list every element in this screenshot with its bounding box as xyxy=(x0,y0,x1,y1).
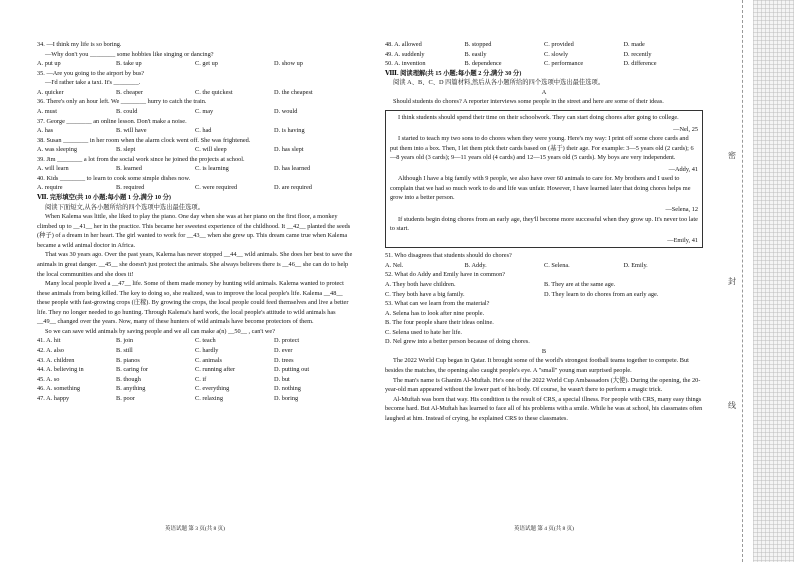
left-column xyxy=(37,40,353,403)
option[interactable]: D. is having xyxy=(274,127,305,135)
option[interactable]: B. though xyxy=(116,375,141,383)
option[interactable]: 50. A. invention xyxy=(385,60,426,68)
option[interactable]: B. slept xyxy=(116,146,136,154)
question-37: 37. George ________ an online lesson. Don't make a noise. A. has B. will have C. had D. is having xyxy=(37,117,353,136)
question-40: 40. Kids ________ to learn to cook some simple dishes now. A. require B. required C. were required D. are required xyxy=(37,174,353,193)
option[interactable]: B. still xyxy=(116,347,133,354)
passage-paragraph: So we can save wild animals by saving people and we all can make a(n) __50__ , can't we? xyxy=(45,327,276,335)
option[interactable]: A. Selena has to look after nine people. xyxy=(385,309,485,317)
cloze-options xyxy=(37,336,353,403)
option[interactable]: C. is learning xyxy=(195,165,229,173)
option[interactable]: C. get up xyxy=(195,60,218,68)
opinion-signature: —Selena, 12 xyxy=(665,206,698,213)
option[interactable]: A. must xyxy=(37,107,57,115)
option[interactable]: C. provided xyxy=(544,41,574,48)
option[interactable]: C. relaxing xyxy=(195,394,223,402)
binding-dashed-line xyxy=(742,0,743,562)
opinion-text: Although I have a big family with 9 people, we also have over 60 animals to care for. My brothers and I used to complain that we had so much work to do and life was unfair. However, I have learned later that doing chores helps me grow into a better person. xyxy=(390,175,691,202)
option[interactable]: C. were required xyxy=(195,184,238,192)
option[interactable]: C. animals xyxy=(195,356,222,364)
option[interactable]: D. protect xyxy=(274,337,300,345)
option[interactable]: D. the cheapest xyxy=(274,88,313,96)
option[interactable]: B. poor xyxy=(116,394,135,402)
option[interactable]: D. Nel grew into a better person because of doing chores. xyxy=(385,338,530,346)
option[interactable]: B. cheaper xyxy=(116,88,143,96)
option[interactable]: D. difference xyxy=(623,60,657,68)
section-8-instructions: 阅读 A、B、C、D 四篇材料,然后从各小题所给的四个选项中选出最佳选项。 xyxy=(393,79,605,87)
option[interactable]: A. require xyxy=(37,184,63,192)
question-52: 52. What do Addy and Emily have in common? A. They both have children. B. They are at the same age. C. They both have a big family. D. They learn to do chores from an early age. xyxy=(385,270,703,299)
binding-char: 密 xyxy=(728,151,736,160)
option[interactable]: B. stopped xyxy=(464,41,492,48)
option[interactable]: C. Selena. xyxy=(544,261,570,269)
option[interactable]: A. put up xyxy=(37,60,61,68)
option[interactable]: D. ever xyxy=(274,347,293,354)
option[interactable]: C. the quickest xyxy=(195,88,233,96)
option[interactable]: B. Addy. xyxy=(464,261,487,269)
opinion-signature: —Nel, 25 xyxy=(673,125,698,133)
option[interactable]: D. but xyxy=(274,375,290,383)
option[interactable]: 47. A. happy xyxy=(37,394,70,402)
question-51: 51. Who disagrees that students should do chores? A. Nel. B. Addy. C. Selena. D. Emily. xyxy=(385,251,703,270)
option[interactable]: 49. A. suddenly xyxy=(385,50,425,58)
opinion-text: If students begin doing chores from an early age, they'll become more successful when they grow up. It's never too late to start. xyxy=(390,215,698,233)
option[interactable]: B. pianos xyxy=(116,356,140,364)
option[interactable]: 43. A. children xyxy=(37,356,75,364)
option[interactable]: A. will learn xyxy=(37,165,69,173)
option[interactable]: D. show up xyxy=(274,60,303,68)
section-7-instructions: 阅读下面短文,从各小题所给的四个选项中选出最佳选项。 xyxy=(45,203,204,211)
option[interactable]: C. Selena used to hate her life. xyxy=(385,328,462,336)
opinion-signature: —Addy, 41 xyxy=(668,165,698,173)
option[interactable]: C. everything xyxy=(195,385,230,393)
section-7-title: Ⅶ. 完形填空(共 10 小题;每小题 1 分,满分 10 分) xyxy=(37,194,171,201)
option[interactable]: 45. A. so xyxy=(37,375,60,383)
option[interactable]: D. They learn to do chores from an early age. xyxy=(544,290,659,298)
option[interactable]: C. may xyxy=(195,107,214,115)
option[interactable]: 41. A. hit xyxy=(37,337,61,345)
option[interactable]: B. caring for xyxy=(116,366,148,374)
option[interactable]: D. boring xyxy=(274,394,299,402)
opinion-text: I started to teach my two sons to do chores when they were young. Here's my way: I print off some chore cards and put them into a box. Then, I let them pick their cards based on (基于) their age. For example: 3—5 years old (2 cards); 6—8 years old (3 cards); 9—11 years old (4 cards) and 12—15 years old (5 cards). My boys are very independent. xyxy=(390,135,694,162)
part-a-label: A xyxy=(541,88,547,96)
passage-paragraph: Al-Muftah was born that way. His condition is the result of CRS, a special illness. For people with CRS, many easy things become hard. But Al-Muftah has learned to face all of his problems with a smile. While he was at school, his classmates often laughed at him. Instead of crying, he explained CRS to these classmates. xyxy=(385,395,703,422)
option[interactable]: D. made xyxy=(623,41,645,48)
option[interactable]: B. required xyxy=(116,184,145,192)
opinion-signature: —Emily, 41 xyxy=(667,236,698,244)
option[interactable]: B. learned xyxy=(116,165,142,173)
option[interactable]: B. They are at the same age. xyxy=(544,280,616,288)
part-b-label: B xyxy=(541,347,547,355)
question-38: 38. Susan ________ in her room when the alarm clock went off. She was frightened. A. was sleeping B. slept C. will sleep D. has slept xyxy=(37,136,353,155)
question-39: 39. Jim ________ a lot from the social work since he joined the projects at school. A. will learn B. learned C. is learning D. has learned xyxy=(37,155,353,174)
right-column xyxy=(385,40,703,423)
question-35: 35. —Are you going to the airport by bus? —I'd rather take a taxi. It's ________. A. quicker B. cheaper C. the quickest D. the cheapest xyxy=(37,69,353,98)
option[interactable]: C. performance xyxy=(544,60,584,68)
option[interactable]: C. if xyxy=(195,375,207,383)
option[interactable]: C. running after xyxy=(195,366,236,374)
option[interactable]: 42. A. also xyxy=(37,347,64,354)
passage-paragraph: The 2022 World Cup began in Qatar. It brought some of the world's strongest football teams together to compete. But besides the matches, the opening also caught people's eye. A "small" young man surprised people. xyxy=(385,357,689,374)
option[interactable]: B. join xyxy=(116,337,134,345)
option[interactable]: D. are required xyxy=(274,184,312,192)
option[interactable]: C. slowly xyxy=(544,50,569,58)
option[interactable]: B. The four people share their ideas online. xyxy=(385,319,494,327)
option[interactable]: B. will have xyxy=(116,127,147,135)
passage-paragraph: The man's name is Ghanim Al-Muftah. He's one of the 2022 World Cup Ambassadors (大使). During the opening, the 20-year-old man appeared without the lower part of his body. Of course, he wasn't there to perform a magic trick. xyxy=(385,376,701,394)
option[interactable]: D. Emily. xyxy=(623,261,648,269)
option[interactable]: D. trees xyxy=(274,356,294,364)
part-a-intro: Should students do chores? A reporter interviews some people in the street and here are some of their ideas. xyxy=(393,98,664,106)
option[interactable]: C. will sleep xyxy=(195,146,227,154)
option[interactable]: B. anything xyxy=(116,385,146,393)
option[interactable]: C. hardly xyxy=(195,347,219,354)
option[interactable]: A. quicker xyxy=(37,88,64,96)
option[interactable]: 46. A. something xyxy=(37,385,81,393)
opinion-text: I think students should spend their time on their schoolwork. They can start doing chores after going to college. xyxy=(398,113,679,121)
option[interactable]: A. has xyxy=(37,127,54,135)
option[interactable]: C. had xyxy=(195,127,212,135)
option[interactable]: A. Nel. xyxy=(385,261,404,269)
passage-paragraph: When Kalema was little, she liked to play the piano. One day when she was at her piano on the first floor, a monkey climbed up to __41__ her in the practice. This became her sweetest experience of the childhood. It __42__ planted the seeds (种子) of a dream in her heart. The girl wanted to work for __43__ when she grew up. This dream came true when Kalema became a wild animal doctor in Africa. xyxy=(37,213,351,249)
section-8-title: Ⅷ. 阅读理解(共 15 小题;每小题 2 分,满分 30 分) xyxy=(385,69,522,77)
option[interactable]: A. was sleeping xyxy=(37,146,78,154)
binding-grid xyxy=(753,0,794,562)
page-footer-right: 英语试题 第 4 页(共 8 页) xyxy=(513,526,575,532)
option[interactable]: C. They both have a big family. xyxy=(385,290,465,298)
option[interactable]: B. could xyxy=(116,107,138,115)
question-53: 53. What can we learn from the material? A. Selena has to look after nine people. B. The four people share their ideas online. C. Selena used to hate her life. D. Nel grew into a better person because of doing chores. xyxy=(385,299,703,347)
option[interactable]: D. would xyxy=(274,107,298,115)
option[interactable]: D. has learned xyxy=(274,165,311,173)
option[interactable]: B. take up xyxy=(116,60,142,68)
option[interactable]: 44. A. believing in xyxy=(37,366,84,374)
question-36: 36. There's only an hour left. We ________ hurry to catch the train. A. must B. could C. may D. would xyxy=(37,97,353,116)
option[interactable]: A. They both have children. xyxy=(385,280,456,288)
option[interactable]: C. teach xyxy=(195,337,216,345)
option[interactable]: D. nothing xyxy=(274,385,301,393)
option[interactable]: B. dependence xyxy=(464,60,502,68)
option[interactable]: 48. A. allowed xyxy=(385,41,422,48)
option[interactable]: D. has slept xyxy=(274,146,304,154)
option[interactable]: B. easily xyxy=(464,50,487,58)
opinions-box xyxy=(385,110,703,248)
question-34: 34. —I think my life is so boring. —Why don't you ________ some hobbies like singing or dancing? A. put up B. take up C. get up D. show up xyxy=(37,40,353,69)
page-footer-left: 英语试题 第 3 页(共 8 页) xyxy=(164,526,226,532)
option[interactable]: D. putting out xyxy=(274,366,310,374)
passage-paragraph: That was 30 years ago. Over the past years, Kalema has never stopped __44__ wild animals. She does her best to save the animals in great danger. __45__ she doesn't just protect the animals. She always believes there is __46__ she can do to help the local communities and she does it! xyxy=(37,251,353,278)
option[interactable]: D. recently xyxy=(623,50,652,58)
passage-paragraph: Many local people lived a __47__ life. Some of them made money by hunting wild animals. Kalema wanted to protect these animals from being killed. The key to doing so, she realized, was to improve the local people's life. Kalema __48__ these people with fast-growing crops (庄稼). By growing the crops, the local people could feed themselves and live a better life. They no longer needed to go hunting. Through Kalema's hard work, the local people's attitude to wild animals has __49__ changed over the years. Now, many of these hunters of wild animals have become protectors of them. xyxy=(37,280,349,326)
binding-char: 线 xyxy=(728,401,736,410)
binding-char: 封 xyxy=(728,277,736,286)
